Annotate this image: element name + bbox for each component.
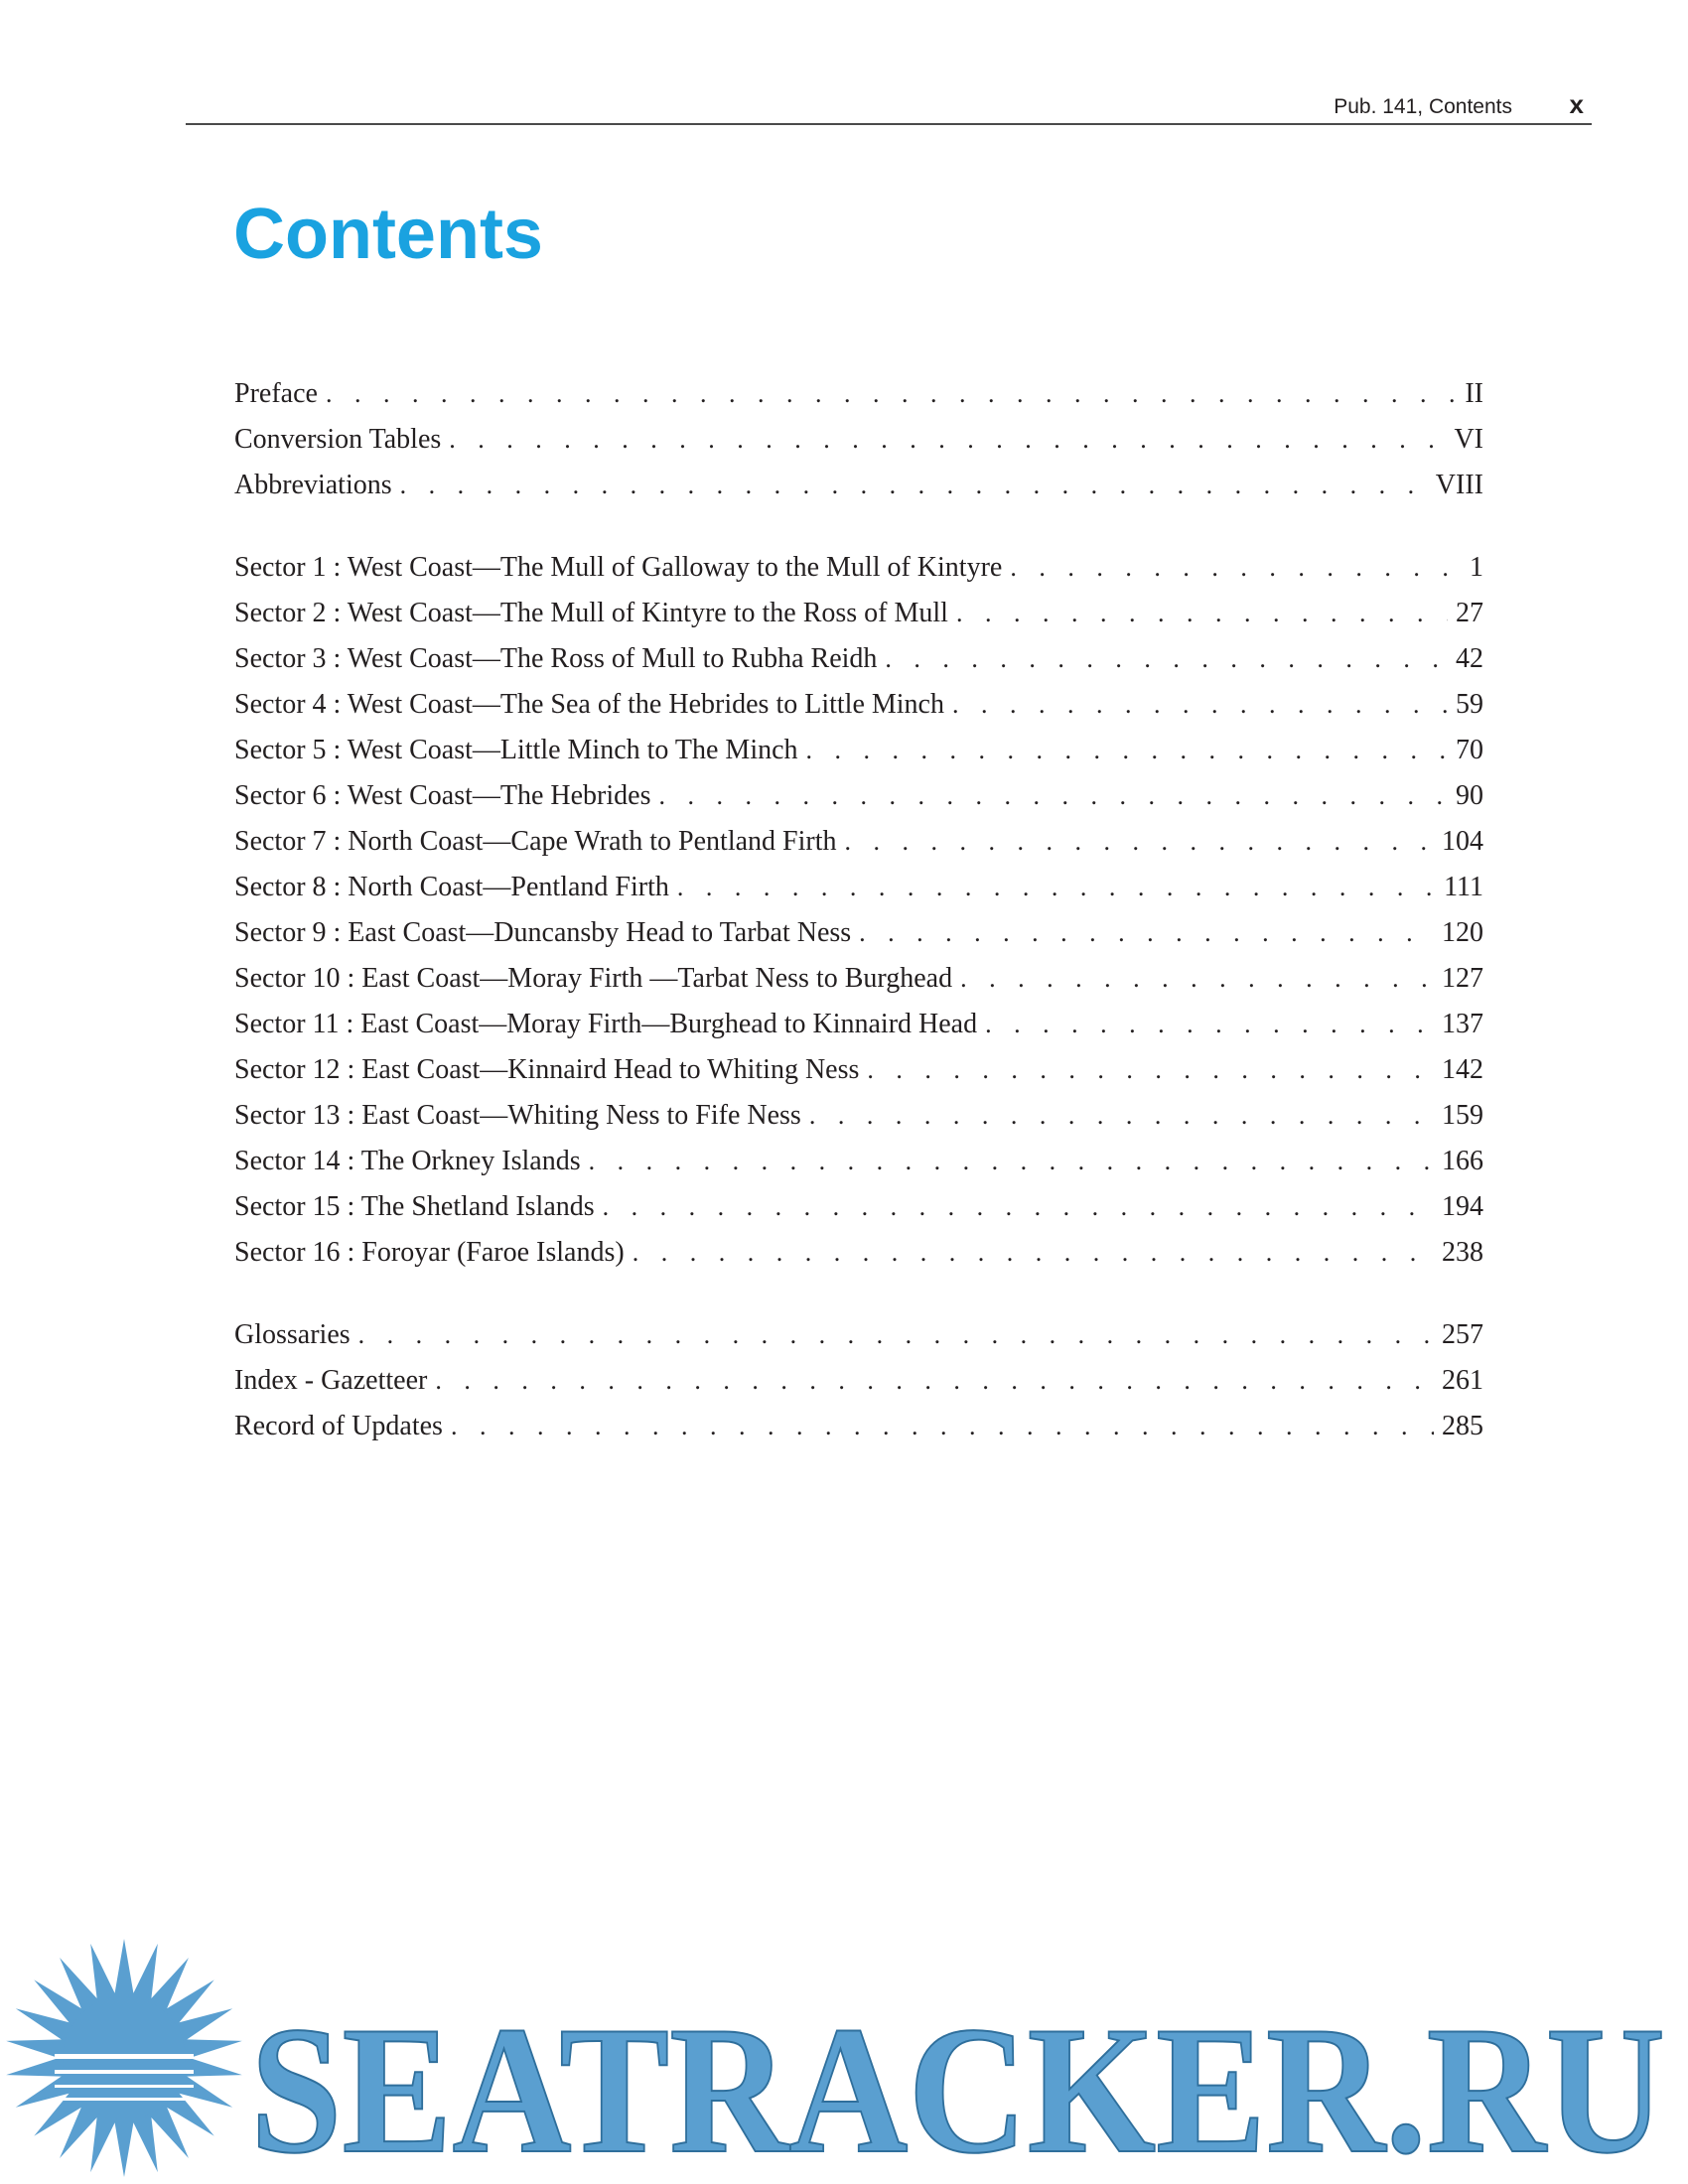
dot-leader <box>435 1358 1434 1404</box>
toc-entry <box>234 1002 1483 1047</box>
toc-entry <box>234 545 1483 591</box>
sun-icon <box>6 1939 242 2177</box>
toc-entry-page: 90 <box>1456 780 1483 811</box>
toc-sectors <box>234 545 1483 1276</box>
dot-leader <box>400 463 1428 508</box>
toc-entry-page: 1 <box>1470 552 1483 583</box>
toc-entry-page: 120 <box>1442 917 1483 948</box>
publication-title: Pub. 141, Contents <box>1334 95 1512 118</box>
toc-entry-page: 238 <box>1442 1237 1483 1268</box>
toc-entry-page: 194 <box>1442 1191 1483 1222</box>
page-title: Contents <box>233 195 543 274</box>
toc-entry-page: 137 <box>1442 1009 1483 1039</box>
toc-entry <box>234 819 1483 865</box>
toc-entry-title: Sector 5 : West Coast—Little Minch to The Minch <box>234 735 798 765</box>
toc-entry <box>234 865 1483 910</box>
toc-entry-title: Abbreviations <box>234 470 392 500</box>
toc-entry <box>234 1093 1483 1139</box>
toc-entry-title: Sector 8 : North Coast—Pentland Firth <box>234 872 669 902</box>
toc-front-matter <box>234 371 1483 508</box>
dot-leader <box>885 636 1448 682</box>
toc-entry-page: VI <box>1454 424 1483 455</box>
dot-leader <box>845 819 1435 865</box>
toc-entry-title: Sector 14 : The Orkney Islands <box>234 1146 581 1176</box>
toc-entry-page: 111 <box>1444 872 1483 902</box>
toc-entry-title: Sector 6 : West Coast—The Hebrides <box>234 780 651 811</box>
dot-leader <box>809 1093 1434 1139</box>
toc-entry-title: Glossaries <box>234 1319 351 1350</box>
dot-leader <box>677 865 1436 910</box>
toc-entry-title: Index - Gazetteer <box>234 1365 428 1396</box>
toc-entry-title: Sector 2 : West Coast—The Mull of Kintyre to the Ross of Mull <box>234 598 948 628</box>
toc-entry <box>234 1404 1483 1449</box>
toc-entry-title: Sector 9 : East Coast—Duncansby Head to Tarbat Ness <box>234 917 852 948</box>
dot-leader <box>985 1002 1434 1047</box>
dot-leader <box>960 956 1434 1002</box>
toc-entry-title: Sector 16 : Foroyar (Faroe Islands) <box>234 1237 625 1268</box>
toc-entry-page: 285 <box>1442 1411 1483 1441</box>
dot-leader <box>956 591 1448 636</box>
watermark-text: SEATRACKER.RU <box>250 1988 1665 2184</box>
toc-entry-page: 257 <box>1442 1319 1483 1350</box>
toc-entry <box>234 773 1483 819</box>
dot-leader <box>867 1047 1434 1093</box>
toc-entry <box>234 636 1483 682</box>
dot-leader <box>658 773 1448 819</box>
toc-entry <box>234 463 1483 508</box>
watermark-graphic <box>0 1931 1688 2184</box>
toc-entry-title: Sector 13 : East Coast—Whiting Ness to Fife Ness <box>234 1100 801 1131</box>
dot-leader <box>589 1139 1434 1184</box>
toc-entry-title: Conversion Tables <box>234 424 442 455</box>
toc-entry-page: VIII <box>1435 470 1483 500</box>
toc-entry-page: 27 <box>1456 598 1483 628</box>
toc-entry <box>234 417 1483 463</box>
toc-entry-page: 42 <box>1456 643 1483 674</box>
toc-entry-page: 166 <box>1442 1146 1483 1176</box>
toc-entry <box>234 910 1483 956</box>
toc-entry-page: 104 <box>1442 826 1483 857</box>
toc-entry <box>234 1184 1483 1230</box>
dot-leader <box>1010 545 1462 591</box>
toc-entry <box>234 1139 1483 1184</box>
toc-entry <box>234 371 1483 417</box>
toc-entry-title: Sector 4 : West Coast—The Sea of the Hebrides to Little Minch <box>234 689 944 720</box>
toc-entry-page: 59 <box>1456 689 1483 720</box>
dot-leader <box>358 1312 1434 1358</box>
toc-entry-page: 127 <box>1442 963 1483 994</box>
toc-entry <box>234 591 1483 636</box>
dot-leader <box>449 417 1446 463</box>
dot-leader <box>952 682 1448 728</box>
dot-leader <box>806 728 1448 773</box>
toc-entry-title: Sector 11 : East Coast—Moray Firth—Burghead to Kinnaird Head <box>234 1009 978 1039</box>
page-number: x <box>1569 89 1584 119</box>
toc-entry <box>234 1047 1483 1093</box>
watermark <box>0 1931 1688 2184</box>
toc-entry <box>234 1312 1483 1358</box>
toc-entry-page: 70 <box>1456 735 1483 765</box>
toc-entry <box>234 956 1483 1002</box>
dot-leader <box>326 371 1457 417</box>
toc-entry <box>234 1358 1483 1404</box>
dot-leader <box>451 1404 1434 1449</box>
toc-entry-title: Record of Updates <box>234 1411 443 1441</box>
toc-entry-page: 159 <box>1442 1100 1483 1131</box>
toc-entry <box>234 728 1483 773</box>
toc-entry-title: Sector 12 : East Coast—Kinnaird Head to Whiting Ness <box>234 1054 860 1085</box>
toc-entry-title: Sector 10 : East Coast—Moray Firth —Tarbat Ness to Burghead <box>234 963 953 994</box>
toc-entry <box>234 682 1483 728</box>
dot-leader <box>859 910 1434 956</box>
toc-back-matter <box>234 1312 1483 1449</box>
toc-entry-page: 261 <box>1442 1365 1483 1396</box>
toc-entry-page: 142 <box>1442 1054 1483 1085</box>
toc-entry <box>234 1230 1483 1276</box>
toc-entry-title: Sector 15 : The Shetland Islands <box>234 1191 595 1222</box>
running-header <box>186 91 1592 125</box>
toc-entry-title: Sector 1 : West Coast—The Mull of Galloway to the Mull of Kintyre <box>234 552 1003 583</box>
table-of-contents <box>234 371 1483 1486</box>
dot-leader <box>603 1184 1434 1230</box>
toc-entry-title: Sector 3 : West Coast—The Ross of Mull to Rubha Reidh <box>234 643 878 674</box>
toc-entry-title: Sector 7 : North Coast—Cape Wrath to Pentland Firth <box>234 826 837 857</box>
dot-leader <box>633 1230 1434 1276</box>
toc-entry-page: II <box>1465 378 1483 409</box>
toc-entry-title: Preface <box>234 378 318 409</box>
